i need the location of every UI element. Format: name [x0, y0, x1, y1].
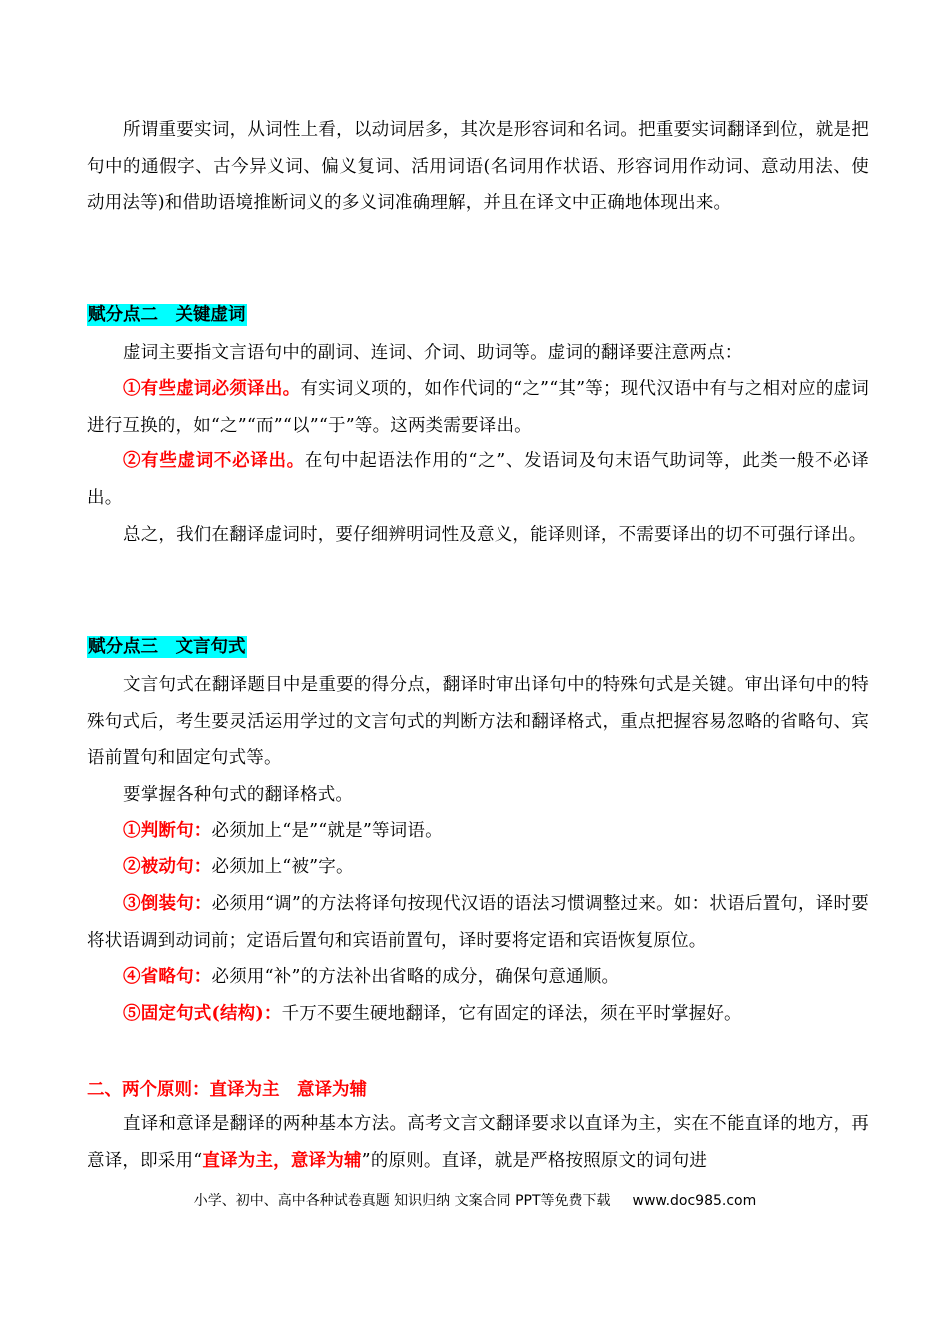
list-item-judgment [87, 813, 869, 850]
list-item-lead: ⑤固定句式(结构)： [123, 1004, 282, 1024]
paragraph-sentence-patterns: 文言句式在翻译题目中是重要的得分点，翻译时审出译句中的特殊句式是关键。审出译句中的特殊句式后，考生要灵活运用学过的文言句式的判断方法和翻译格式，重点把握容易忽略的省略句、宾语前置句和固定句式等。 [87, 675, 869, 768]
emphasis-need-not-translate: ②有些虚词不必译出。 [123, 451, 305, 471]
list-item-ellipsis [87, 959, 869, 996]
list-item-lead: ④省略句： [123, 967, 212, 987]
section-heading-key-function-words: 赋分点二 关键虚词 [88, 305, 246, 325]
paragraph-summary: 总之，我们在翻译虚词时，要仔细辨明词性及意义，能译则译，不需要译出的切不可强行译出。 [123, 525, 867, 545]
emphasis-must-translate: ①有些虚词必须译出。 [123, 379, 301, 399]
list-item-fixed-pattern [87, 996, 869, 1033]
paragraph-need-not-translate-text: 在句中起语法作用的“之”、发语词及句末语气助词等，此类一般不必译出。 [87, 451, 870, 508]
paragraph-translation-formats: 要掌握各种句式的翻译格式。 [123, 785, 354, 805]
list-item-lead: ①判断句： [123, 821, 212, 841]
paragraph-key-notional-words: 所谓重要实词，从词性上看，以动词居多，其次是形容词和名词。把重要实词翻译到位，就是把句中的通假字、古今异义词、偏义复词、活用词语(名词用作状语、形容词用作动词、意动用法、使动用法等)和借助语境推断词义的多义词准确理解，并且在译文中正确地体现出来。 [87, 120, 869, 213]
paragraph-must-translate [87, 371, 869, 444]
list-item-lead: ②被动句： [123, 857, 212, 877]
paragraph-text-part-1: 直译和意译是翻译的两种基本方法。高考文言文翻译要求以直译为主，实在不能直译的地方，再意译，即采用 [87, 1114, 869, 1171]
list-item-text: 必须用“补”的方法补出省略的成分，确保句意通顺。 [211, 967, 620, 987]
footer-text: 小学、初中、高中各种试卷真题 知识归纳 文案合同 PPT等免费下载 [193, 1193, 611, 1209]
paragraph-must-translate-text: 有实词义项的，如作代词的“之”“其”等；现代汉语中有与之相对应的虚词进行互换的，如“之”“而”“以”“于”等。这两类需要译出。 [87, 379, 869, 436]
paragraph-literal-free-translation [87, 1106, 869, 1179]
list-item-text: 必须加上“被”字。 [211, 857, 354, 877]
quote-open: “ [193, 1150, 203, 1171]
section-heading-two-principles: 二、两个原则：直译为主 意译为辅 [87, 1080, 367, 1100]
quote-close: ” [361, 1150, 371, 1171]
paragraph-function-words-intro: 虚词主要指文言语句中的副词、连词、介词、助词等。虚词的翻译要注意两点： [123, 343, 743, 363]
list-item-text: 必须加上“是”“就是”等词语。 [211, 821, 443, 841]
paragraph-text-part-2: 的原则。直译，就是严格按照原文的词句进 [370, 1150, 708, 1171]
emphasis-principle: 直译为主，意译为辅 [202, 1150, 362, 1171]
page-footer [0, 1190, 950, 1210]
list-item-lead: ③倒装句： [123, 894, 212, 914]
list-item-passive [87, 849, 869, 886]
list-item-inversion [87, 886, 869, 959]
footer-website: www.doc985.com [632, 1193, 757, 1209]
section-heading-sentence-patterns: 赋分点三 文言句式 [88, 637, 246, 657]
list-item-text: 千万不要生硬地翻译，它有固定的译法，须在平时掌握好。 [281, 1004, 742, 1024]
paragraph-need-not-translate [87, 443, 869, 516]
list-item-text: 必须用“调”的方法将译句按现代汉语的语法习惯调整过来。如：状语后置句，译时要将状语调到动词前；定语后置句和宾语前置句，译时要将定语和宾语恢复原位。 [87, 894, 870, 951]
